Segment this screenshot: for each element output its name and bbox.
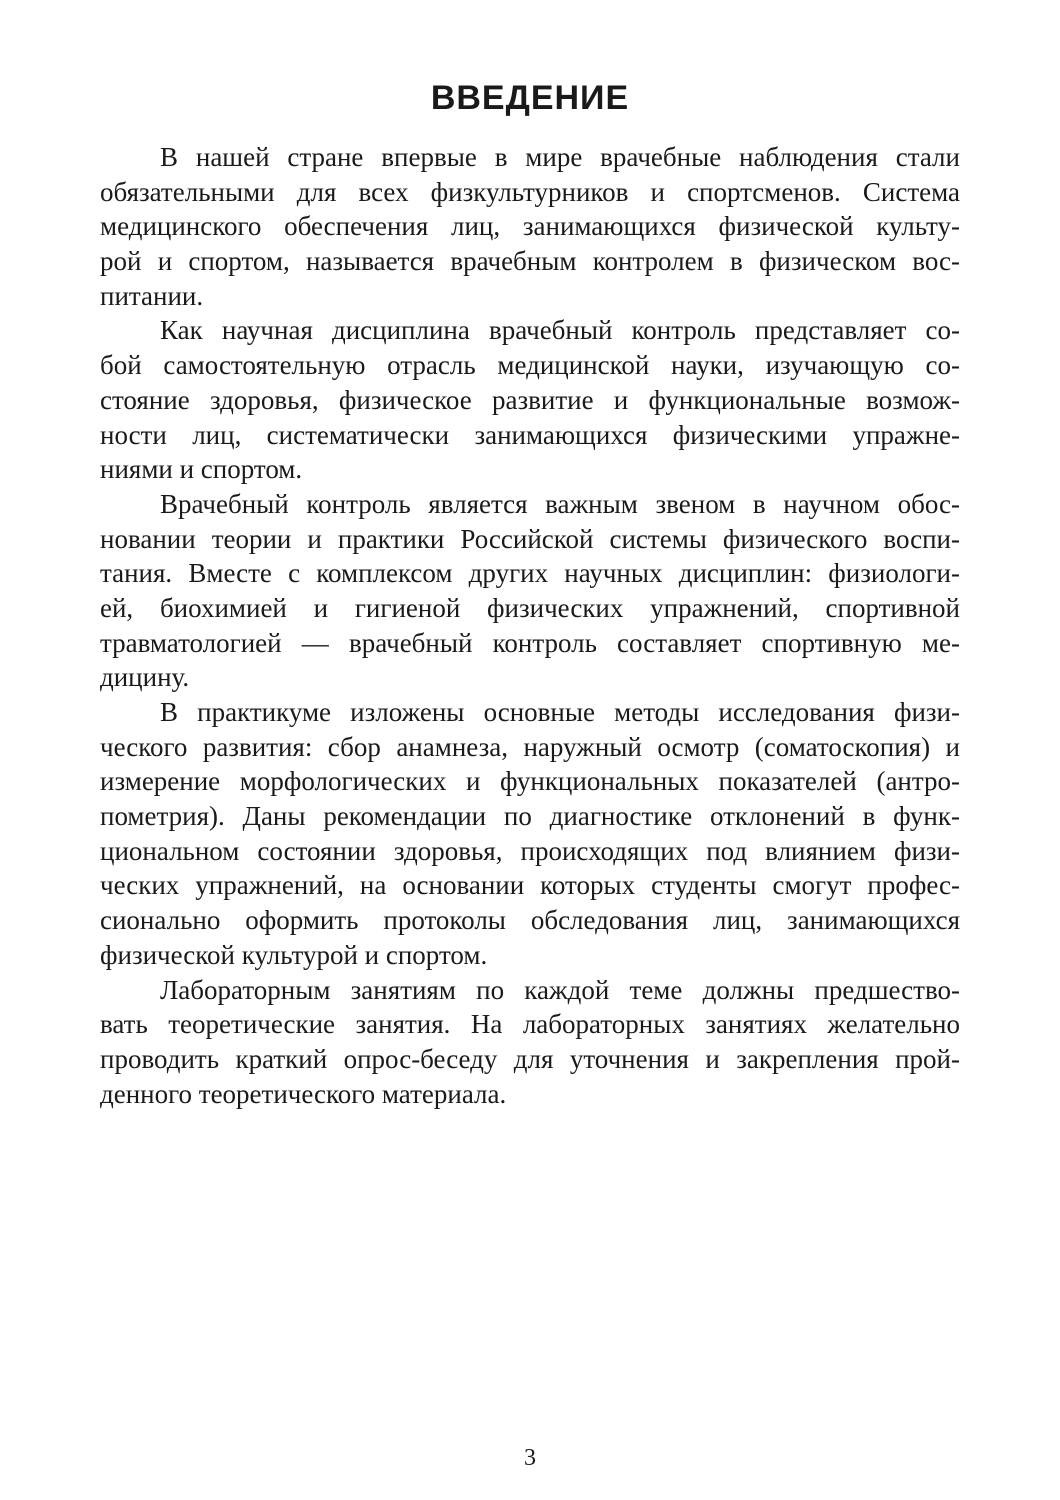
text-line: стояние здоровья, физическое развитие и функциональные возмож- xyxy=(100,384,960,415)
text-line: дицину. xyxy=(100,662,190,693)
text-line: денного теоретического материала. xyxy=(100,1078,507,1109)
text-line: физической культурой и спортом. xyxy=(100,939,488,970)
text-line: ности лиц, систематически занимающихся физическими упражне- xyxy=(100,419,960,450)
text-line: ей, биохимией и гигиеной физических упражнений, спортивной xyxy=(100,592,960,623)
text-line: Как научная дисциплина врачебный контроль представляет со- xyxy=(160,315,960,346)
text-line: Врачебный контроль является важным звеном в научном обос- xyxy=(160,488,960,519)
text-line: новании теории и практики Российской системы физического воспи- xyxy=(100,523,960,554)
text-line: Лабораторным занятиям по каждой теме должны предшество- xyxy=(160,974,960,1005)
page-title: ВВЕДЕНИЕ xyxy=(430,79,630,117)
body-text xyxy=(100,140,960,1111)
text-line: В практикуме изложены основные методы исследования физи- xyxy=(160,697,960,727)
text-line: циональном состоянии здоровья, происходящих под влиянием физи- xyxy=(100,835,960,866)
page-number: 3 xyxy=(524,1445,536,1471)
paragraph xyxy=(100,487,960,695)
text-line: В нашей стране впервые в мире врачебные наблюдения стали xyxy=(160,142,960,172)
text-line: тания. Вместе с комплексом других научных дисциплин: физиологи- xyxy=(100,558,960,589)
text-line: пометрия). Даны рекомендации по диагностике отклонений в функ- xyxy=(100,801,960,832)
text-line: проводить краткий опрос-беседу для уточнения и закрепления прой- xyxy=(100,1043,960,1074)
text-line: травматологией — врачебный контроль составляет спортивную ме- xyxy=(100,627,960,658)
text-line: обязательными для всех физкультурников и спортсменов. Система xyxy=(100,176,960,207)
text-line: рой и спортом, называется врачебным контролем в физическом вос- xyxy=(100,246,960,277)
paragraph xyxy=(100,695,960,973)
text-line: сионально оформить протоколы обследования лиц, занимающихся xyxy=(100,905,960,936)
text-line: медицинского обеспечения лиц, занимающихся физической культу- xyxy=(100,211,960,242)
text-line: ческого развития: сбор анамнеза, наружный осмотр (соматоскопия) и xyxy=(100,731,960,762)
text-line: измерение морфологических и функциональных показателей (антро- xyxy=(100,766,960,797)
text-line: бой самостоятельную отрасль медицинской науки, изучающую со- xyxy=(100,350,960,381)
paragraph xyxy=(100,140,960,313)
text-line: ниями и спортом. xyxy=(100,454,303,485)
paragraph xyxy=(100,313,960,486)
text-line: ческих упражнений, на основании которых студенты смогут профес- xyxy=(100,870,960,901)
paragraph xyxy=(100,973,960,1112)
text-line: вать теоретические занятия. На лабораторных занятиях желательно xyxy=(100,1009,960,1040)
text-line: питании. xyxy=(100,280,204,311)
